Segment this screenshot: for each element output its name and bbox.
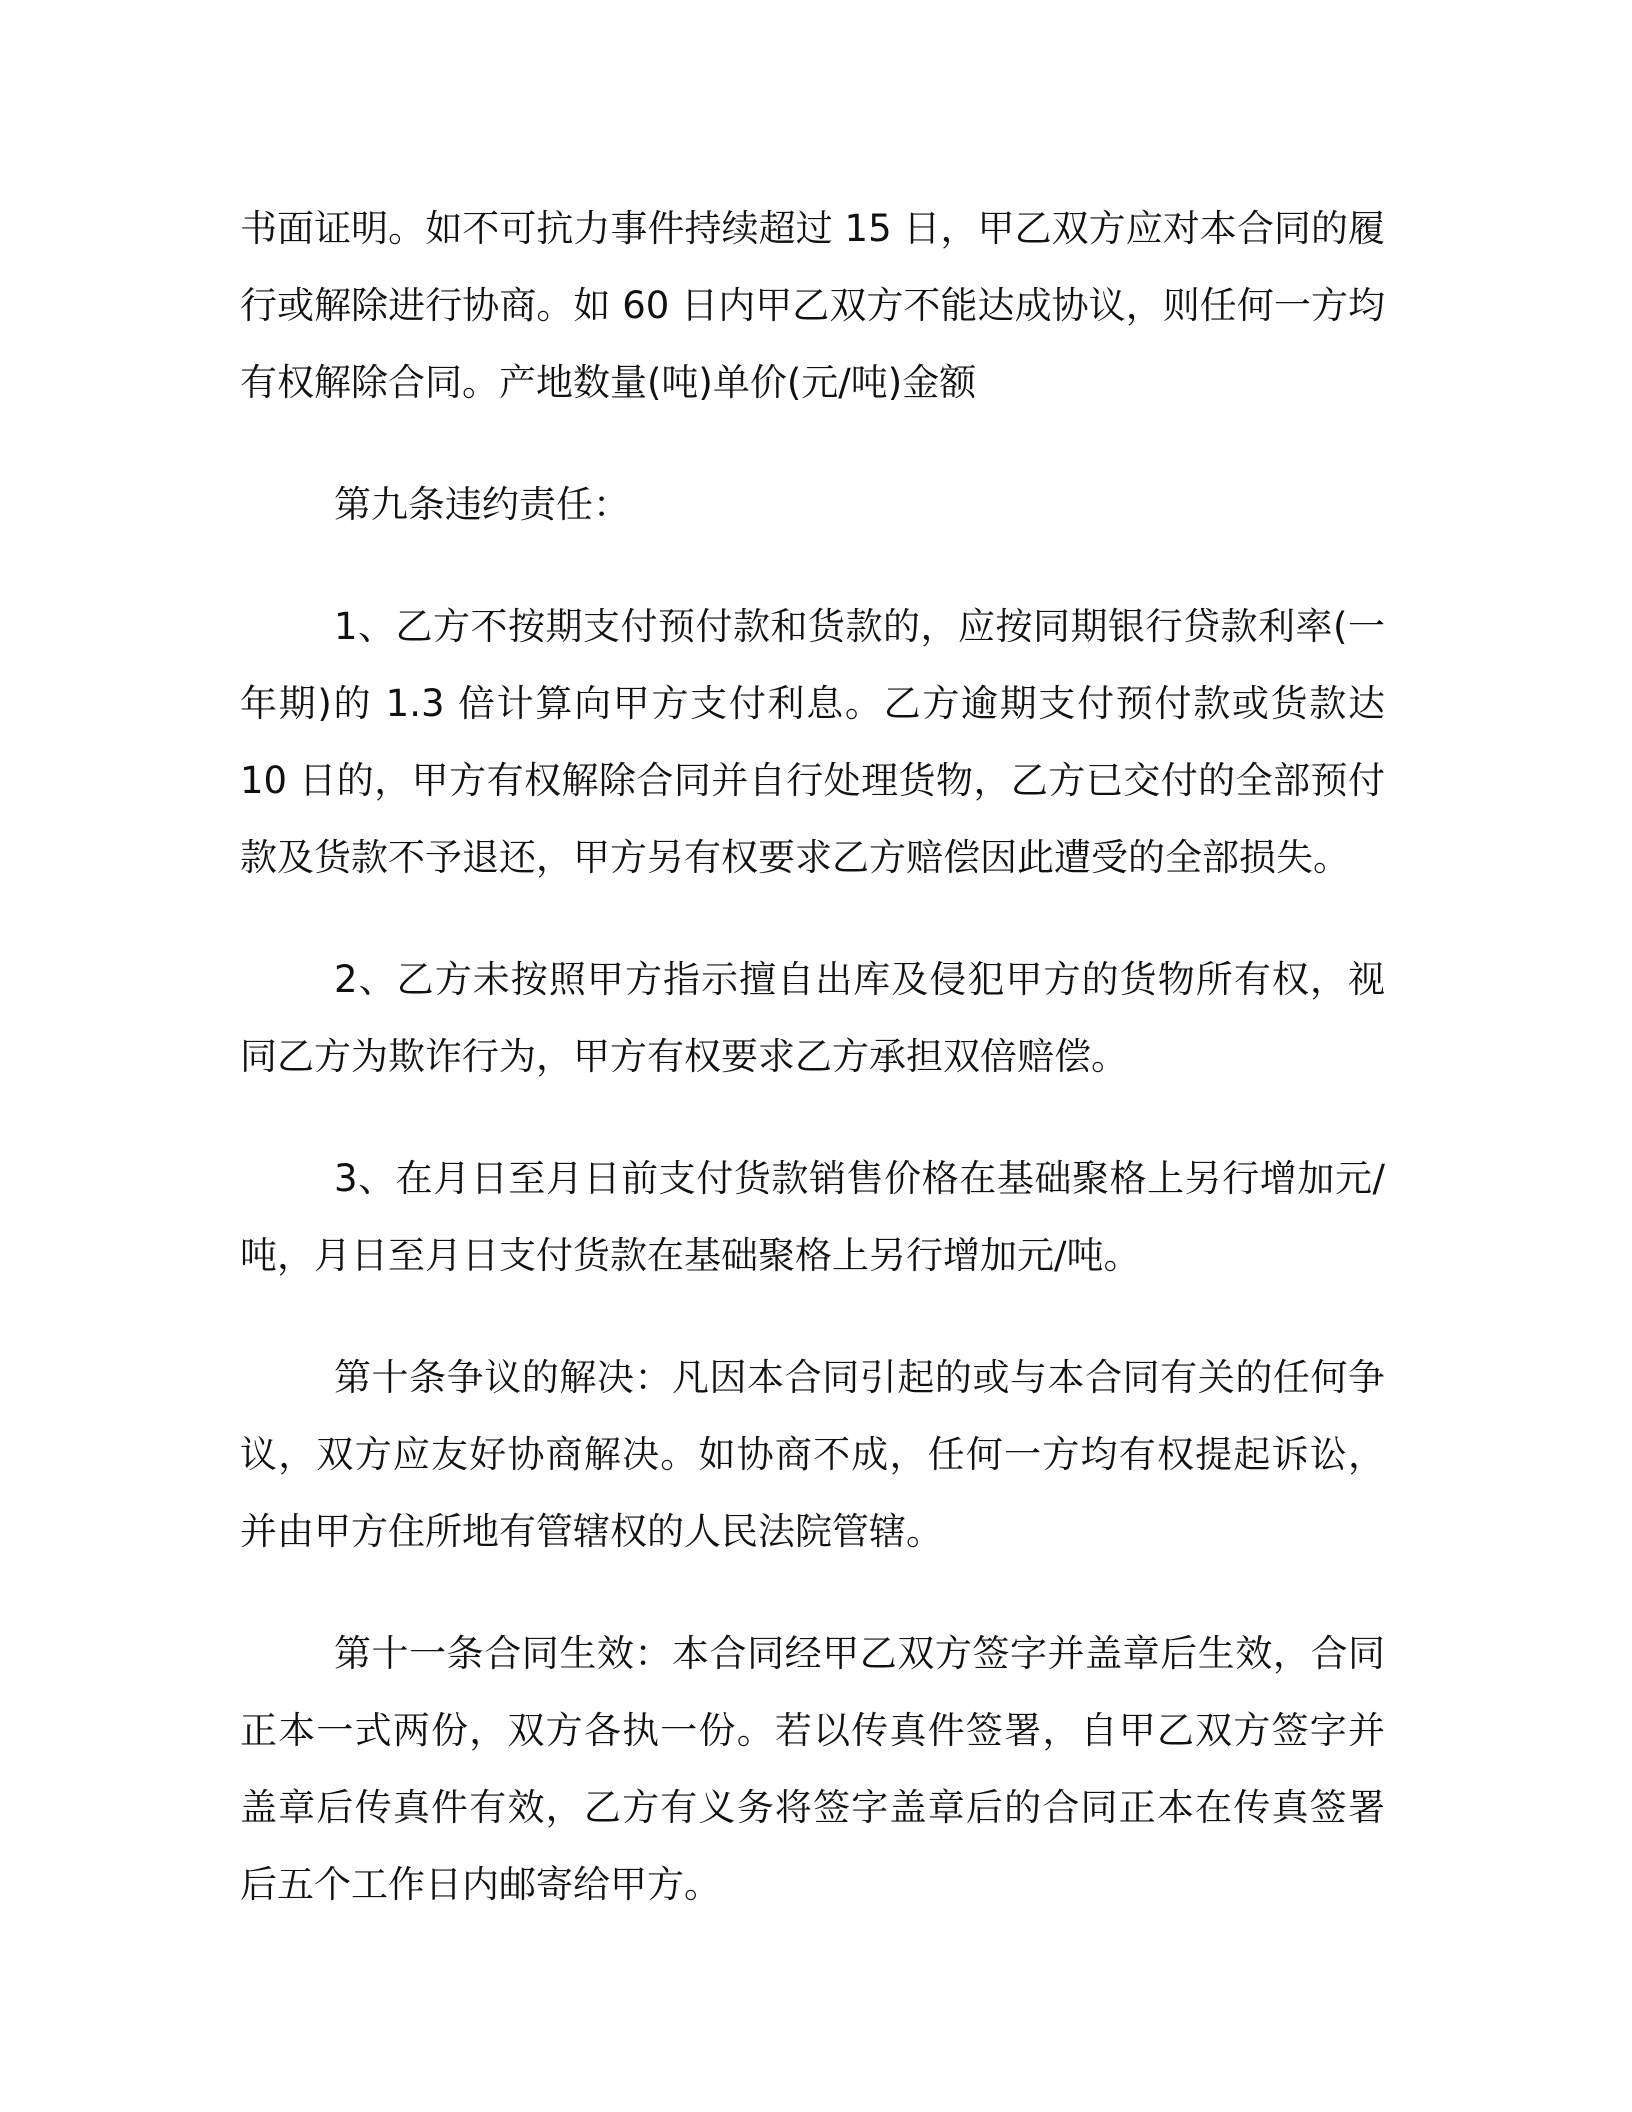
article-9-clause-1: 1、乙方不按期支付预付款和货款的，应按同期银行贷款利率(一年期)的 1.3 倍计算向甲方支付利息。乙方逾期支付预付款或货款达 10 日的，甲方有权解除合同并自行处理货物，乙方已交付的全部预付款及货款不予退还，甲方另有权要求乙方赔偿因此遭受的全部损失。 (240, 605, 1385, 879)
article-9-heading: 第九条违约责任： (334, 483, 630, 526)
paragraph-force-majeure-continuation: 书面证明。如不可抗力事件持续超过 15 日，甲乙双方应对本合同的履行或解除进行协商。如 60 日内甲乙双方不能达成协议，则任何一方均有权解除合同。产地数量(吨)单价(元/吨)金额 (240, 207, 1385, 404)
article-10-dispute-resolution: 第十条争议的解决：凡因本合同引起的或与本合同有关的任何争议，双方应友好协商解决。如协商不成，任何一方均有权提起诉讼，并由甲方住所地有管辖权的人民法院管辖。 (240, 1356, 1385, 1553)
article-11-contract-effectiveness: 第十一条合同生效：本合同经甲乙双方签字并盖章后生效，合同正本一式两份，双方各执一份。若以传真件签署，自甲乙双方签字并盖章后传真件有效，乙方有义务将签字盖章后的合同正本在传真签署后五个工作日内邮寄给甲方。 (240, 1632, 1385, 1906)
article-9-clause-2: 2、乙方未按照甲方指示擅自出库及侵犯甲方的货物所有权，视同乙方为欺诈行为，甲方有权要求乙方承担双倍赔偿。 (240, 958, 1385, 1078)
article-9-clause-3: 3、在月日至月日前支付货款销售价格在基础聚格上另行增加元/吨，月日至月日支付货款在基础聚格上另行增加元/吨。 (240, 1157, 1385, 1277)
document-body (240, 190, 1385, 1968)
